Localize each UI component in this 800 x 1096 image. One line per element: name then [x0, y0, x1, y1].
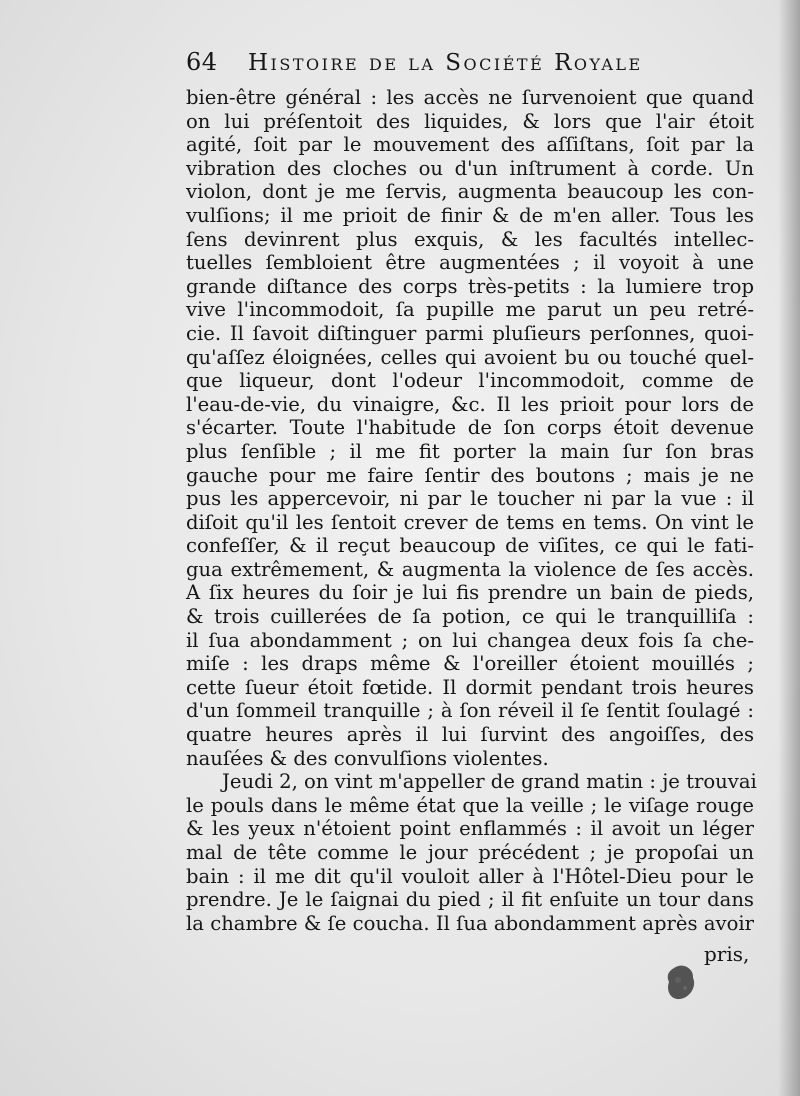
- catchword: pris,: [704, 942, 750, 966]
- text-line: il ſua abondamment ; on lui changea deux fois ſa che-: [186, 628, 754, 652]
- text-line: bien-être général : les accès ne ſurvenoient que quand: [186, 86, 754, 109]
- text-line: cette ſueur étoit fœtide. Il dormit pendant trois heures: [186, 675, 754, 699]
- text-line: nauſées & des convulſions violentes.: [186, 746, 549, 770]
- text-line: d'un ſommeil tranquille ; à ſon réveil il ſe ſentit ſoulagé :: [186, 699, 754, 723]
- text-line: diſoit qu'il les ſentoit crever de tems en tems. On vint le: [186, 510, 754, 534]
- text-line: plus ſenſible ; il me fit porter la main ſur ſon bras: [186, 439, 754, 463]
- text-line: Jeudi 2, on vint m'appeller de grand matin : je trouvai: [222, 770, 757, 794]
- text-line: & trois cuillerées de ſa potion, ce qui le tranquilliſa :: [186, 605, 754, 629]
- text-line: l'eau-de-vie, du vinaigre, &c. Il les prioit pour lors de: [186, 392, 754, 416]
- text-line: pus les appercevoir, ni par le toucher ni par la vue : il: [186, 487, 754, 511]
- text-line: gauche pour me faire ſentir des boutons ; mais je ne: [186, 463, 754, 487]
- text-line: gua extrêmement, & augmenta la violence de ſes accès.: [186, 557, 754, 581]
- text-line: la chambre & ſe coucha. Il ſua abondamment après avoir: [186, 911, 754, 935]
- text-line: cie. Il ſavoit diſtinguer parmi pluſieurs perſonnes, quoi-: [186, 321, 754, 345]
- page-edge-shadow: [778, 0, 800, 1096]
- text-line: quatre heures après il lui ſurvint des angoiſſes, des: [186, 723, 754, 747]
- text-line: & les yeux n'étoient point enflammés : il avoit un léger: [186, 817, 754, 841]
- text-line: violon, dont je me ſervis, augmenta beaucoup les con-: [186, 180, 754, 204]
- text-line: bain : il me dit qu'il vouloit aller à l'Hôtel-Dieu pour le: [186, 864, 754, 888]
- text-line: que liqueur, dont l'odeur l'incommodoit, comme de: [186, 369, 754, 393]
- text-line: vive l'incommodoit, ſa pupille me parut un peu retré-: [186, 298, 754, 322]
- text-line: ſens devinrent plus exquis, & les facultés intellec-: [186, 227, 754, 251]
- ink-blot-mark: [664, 962, 698, 1002]
- running-title: Histoire de la Société Royale: [248, 50, 643, 76]
- text-line: agité, ſoit par le mouvement des aſſiſtans, ſoit par la: [186, 133, 754, 157]
- text-line: vibration des cloches ou d'un inſtrument à corde. Un: [186, 156, 754, 180]
- text-line: mal de tête comme le jour précédent ; je propoſai un: [186, 841, 754, 864]
- text-line: grande diſtance des corps très-petits : la lumiere trop: [186, 274, 754, 298]
- text-line: confeſſer, & il reçut beaucoup de viſites, ce qui le fati-: [186, 534, 754, 558]
- text-line: on lui préſentoit des liquides, & lors que l'air étoit: [186, 109, 754, 133]
- text-line: vulſions; il me prioit de finir & de m'en aller. Tous les: [186, 203, 754, 227]
- text-line: prendre. Je le ſaignai du pied ; il fit enſuite un tour dans: [186, 888, 754, 912]
- body-text: [186, 86, 757, 935]
- page-header: [186, 48, 766, 84]
- text-line: qu'aſſez éloignées, celles qui avoient bu ou touché quel-: [186, 345, 754, 369]
- text-line: miſe : les draps même & l'oreiller étoient mouillés ;: [186, 652, 754, 676]
- text-line: A ſix heures du ſoir je lui fis prendre un bain de pieds,: [186, 581, 754, 605]
- page-number: 64: [186, 48, 218, 76]
- text-line: s'écarter. Toute l'habitude de ſon corps étoit devenue: [186, 416, 754, 440]
- text-line: le pouls dans le même état que la veille ; le viſage rouge: [186, 793, 754, 817]
- text-line: tuelles ſembloient être augmentées ; il voyoit à une: [186, 251, 754, 275]
